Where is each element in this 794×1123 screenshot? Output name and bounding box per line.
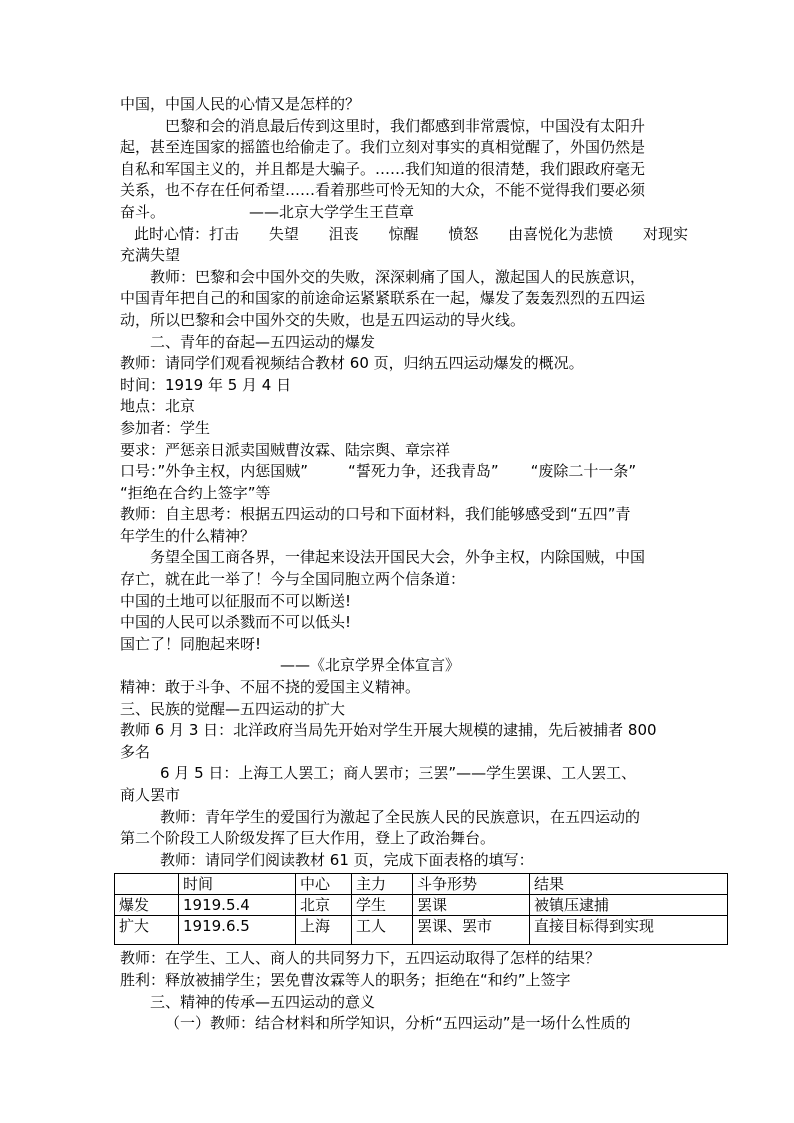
text-line: 中国的人民可以杀戮而不可以低头! [120,613,352,632]
mood-word: 失望 [268,224,299,243]
quote-source: ——《北京学界全体宣言》 [280,656,461,675]
slogan: 口号：”外争主权，内惩国贼” [120,462,309,481]
table-cell: 1919.5.4 [179,895,296,916]
table-header: 时间 [179,874,296,895]
text-line: 胜利：释放被捕学生；罢免曹汝霖等人的职务；拒绝在“和约”上签字 [120,970,571,989]
text-line: 教师：自主思考：根据五四运动的口号和下面材料，我们能够感受到“五四”青 [120,505,631,524]
text-line: 国亡了！同胞起来呀! [120,634,262,653]
text-line: 商人罢市 [120,786,181,804]
text-line: “拒绝在合约上签字”等 [120,483,271,502]
quote-end: 奋斗。 [120,202,166,221]
text-line: 精神：敢于斗争、不屈不挠的爱国主义精神。 [120,678,421,697]
table-cell: 直接目标得到实现 [530,916,728,945]
table-header: 主力 [352,874,413,895]
quote-line: 自私和军国主义的，并且都是大骗子。……我们知道的很清楚，我们跟政府毫无 [120,159,646,178]
text-line: 中国青年把自己的和国家的前途命运紧紧联系在一起，爆发了轰轰烈烈的五四运 [120,289,646,308]
table-cell: 1919.6.5 [179,916,296,945]
table-header: 中心 [296,874,352,895]
table-header: 结果 [530,874,728,895]
quote-line: 关系，也不存在任何希望……看着那些可怜无知的大众，不能不觉得我们要必须 [120,181,646,200]
mood-word: 愤怒 [448,224,479,243]
quote-line [120,202,680,224]
mood-word: 惊醒 [388,224,419,243]
document-body [119,94,688,1035]
text-line: 参加者：学生 [120,418,211,437]
text-line: 中国，中国人民的心情又是怎样的？ [120,95,361,113]
table-row [115,916,728,945]
table-cell: 被镇压逮捕 [530,895,728,916]
text-line: 充满失望 [120,246,181,265]
text-line: 教师：请同学们观看视频结合教材 60 页，归纳五四运动爆发的概况。 [120,354,584,373]
text-line: 地点：北京 [120,397,196,416]
summary-table [114,873,728,945]
table-cell: 北京 [296,895,352,916]
table-row [115,895,728,916]
slogan: “废除二十一条” [530,462,637,481]
text-line: 多名 [120,742,151,761]
text-line: 要求：严惩亲日派卖国贼曹汝霖、陆宗舆、章宗祥 [120,440,451,459]
mood-label: 此时心情： [134,224,210,243]
table-cell: 爆发 [115,895,179,916]
text-line: 教师 6 月 3 日：北洋政府当局先开始对学生开展大规模的逮捕，先后被捕者 800 [120,721,657,740]
slogan: “誓死力争，还我青岛” [348,462,499,481]
text-line: 动，所以巴黎和会中国外交的失败，也是五四运动的导火线。 [120,310,526,329]
text-line: 6 月 5 日：上海工人罢工；商人罢市；三罢”——学生罢课、工人罢工、 [160,764,637,783]
text-line: 教师：巴黎和会中国外交的失败，深深刺痛了国人，激起国人的民族意识， [150,267,646,286]
table-cell: 上海 [296,916,352,945]
quote-line: 起，甚至连国家的摇篮也给偷走了。我们立刻对事实的真相觉醒了，外国仍然是 [120,138,646,157]
table-cell: 扩大 [115,916,179,945]
text-line: 年学生的什么精神？ [120,526,256,545]
table-cell: 工人 [352,916,413,945]
text-line: 教师：在学生、工人、商人的共同努力下，五四运动取得了怎样的结果？ [120,949,601,968]
table-cell: 罢课 [413,895,530,916]
section-heading: 二、青年的奋起—五四运动的爆发 [150,332,376,351]
table-header-row [115,874,728,895]
mood-word: 由喜悦化为悲愤 [508,224,614,243]
mood-line [120,224,688,246]
text-line: 务望全国工商各界，一律起来设法开国民大会，外争主权，内除国贼，中国 [150,548,646,567]
text-line: 教师：青年学生的爱国行为激起了全民族人民的民族意识，在五四运动的 [160,807,641,826]
table-header [115,874,179,895]
mood-word: 打击 [209,224,240,243]
slogan-line [120,461,680,483]
text-line: （一）教师：结合材料和所学知识，分析“五四运动”是一场什么性质的 [165,1014,631,1033]
table-header: 斗争形势 [413,874,530,895]
table-cell: 学生 [352,895,413,916]
section-heading: 三、精神的传承—五四运动的意义 [150,992,376,1011]
quote-source: ——北京大学学生王苣章 [249,202,415,221]
section-heading: 三、民族的觉醒—五四运动的扩大 [120,699,346,718]
text-line: 中国的土地可以征服而不可以断送! [120,591,352,610]
text-line: 时间：1919 年 5 月 4 日 [120,375,292,394]
text-line: 第二个阶段工人阶级发挥了巨大作用，登上了政治舞台。 [120,829,496,848]
text-line: 教师：请同学们阅读教材 61 页，完成下面表格的填写： [160,850,534,869]
quote-line: 巴黎和会的消息最后传到这里时，我们都感到非常震惊，中国没有太阳升 [165,116,646,135]
mood-word: 对现实 [642,224,688,243]
text-line: 存亡，就在此一举了！今与全国同胞立两个信条道： [120,570,466,589]
mood-word: 沮丧 [328,224,359,243]
table-cell: 罢课、罢市 [413,916,530,945]
